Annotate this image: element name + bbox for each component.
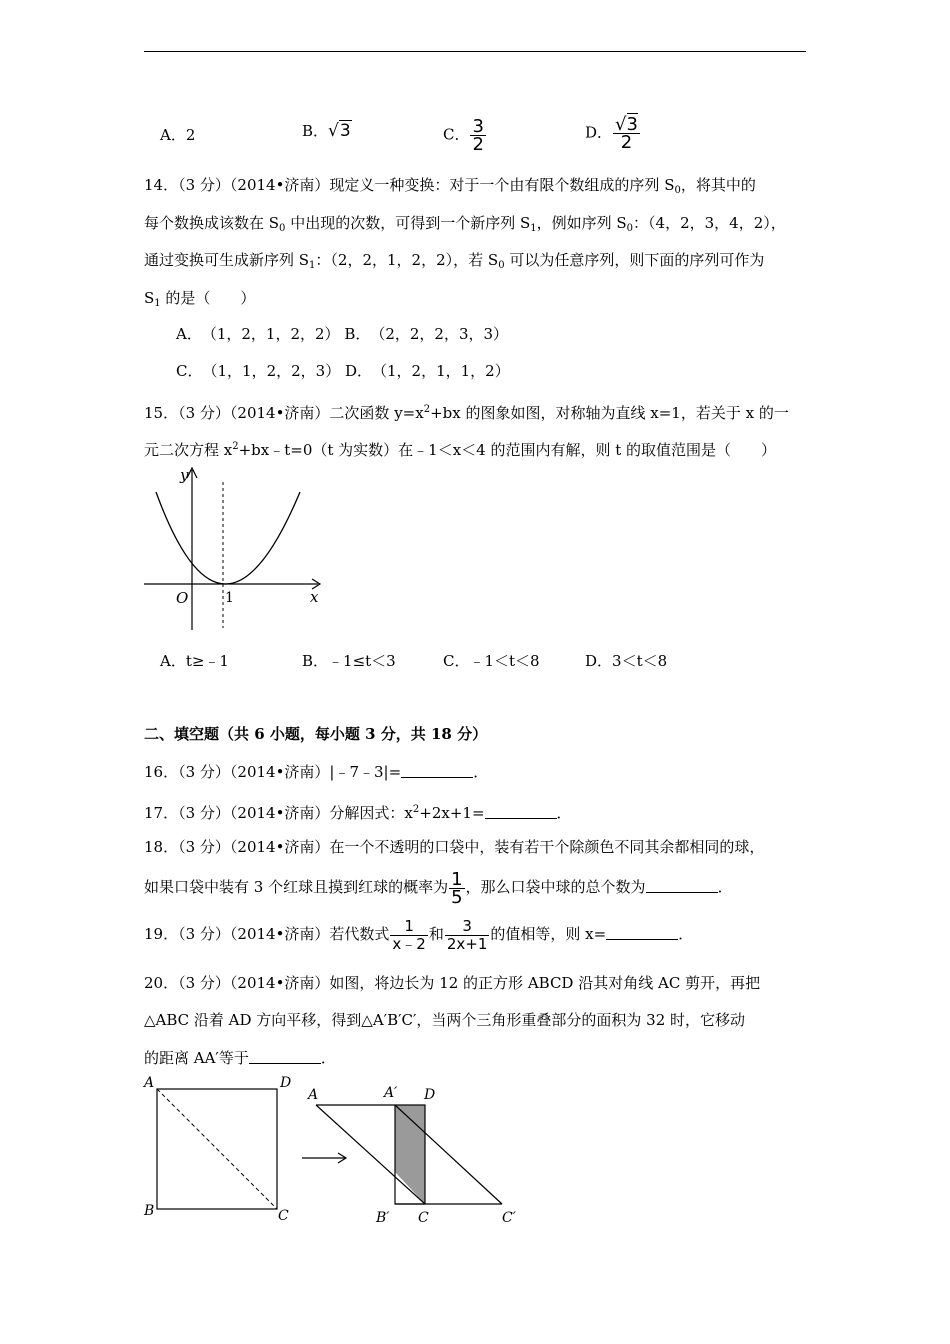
- q20-line-1: 20．（3 分）（2014•济南）如图，将边长为 12 的正方形 ABCD 沿其对角线 AC 剪开，再把: [144, 974, 761, 992]
- q16: 16．（3 分）（2014•济南）|﹣7﹣3|= ．: [144, 763, 489, 781]
- q14-line-2: 每个数换成该数在 $S_0$ 中出现的次数，可得到一个新序列 $S_1$，例如序列 $S_0$：（4，2，3，4，2），: [144, 214, 786, 234]
- overlap-region: [395, 1105, 425, 1204]
- square-translation-figure: [140, 1072, 530, 1228]
- q15-option-b: B．﹣1≤t＜3: [302, 652, 396, 670]
- label-c: C: [278, 1208, 289, 1224]
- diagonal-ac: [157, 1089, 277, 1209]
- label-a-2: A: [308, 1087, 319, 1103]
- x-label: x: [310, 588, 319, 606]
- q15-option-c: C．﹣1＜t＜8: [443, 652, 540, 670]
- q13-option-d: D． $\frac{√3}{2}$: [585, 114, 638, 153]
- q20-line-2: △ABC 沿着 AD 方向平移，得到△A′B′C′，当两个三角形重叠部分的面积为 32 时，它移动: [144, 1011, 746, 1029]
- q14-options-cd: C． （1，1，2，2，3） D． （1，2，1，1，2）: [176, 362, 510, 380]
- q17: 17．（3 分）（2014•济南）分解因式：$x^2+2x+1=$ ．: [144, 804, 572, 822]
- q13-option-c: C． $\frac{3}{2}$: [443, 116, 484, 155]
- q14-options-ab: A． （1，2，1，2，2） B． （2，2，2，3，3）: [176, 325, 509, 343]
- header-rule: [144, 51, 806, 52]
- label-a: A: [144, 1075, 155, 1091]
- label-b-prime: B′: [376, 1210, 390, 1226]
- answer-blank: [646, 880, 718, 893]
- label-a-prime: A′: [384, 1085, 398, 1101]
- label-c-2: C: [418, 1210, 429, 1226]
- label-b: B: [144, 1203, 155, 1219]
- tick-1-label: 1: [225, 590, 234, 606]
- section-2-heading: 二、填空题（共 6 小题，每小题 3 分，共 18 分）: [144, 725, 488, 743]
- q15-line-2: 元二次方程 $x^2+bx﹣t=0(t$ 为实数）在﹣1＜x＜4 的范围内有解，则 t 的取值范围是（ ）: [144, 441, 777, 459]
- q15-option-a: A．t≥﹣1: [160, 652, 229, 670]
- q13-option-a: A．2: [160, 126, 196, 144]
- origin-label: O: [176, 589, 189, 607]
- q18-line-1: 18．（3 分）（2014•济南）在一个不透明的口袋中，装有若干个除颜色不同其余都相同的球，: [144, 838, 765, 856]
- answer-blank: [606, 927, 678, 940]
- q20-line-3: 的距离 AA′等于 ．: [144, 1049, 336, 1067]
- q15-line-1: 15．（3 分）（2014•济南）二次函数 $y=x^2+bx$ 的图象如图，对称轴为直线 x=1，若关于 x 的一: [144, 404, 789, 422]
- parabola-graph: [140, 460, 330, 638]
- answer-blank: [249, 1051, 321, 1064]
- label-c-prime: C′: [502, 1210, 516, 1226]
- q14-line-3: 通过变换可生成新序列 $S_1$：（2，2，1，2，2），若 $S_0$ 可以为任意序列，则下面的序列可作为: [144, 251, 765, 271]
- q15-option-d: D．3＜t＜8: [585, 652, 668, 670]
- q13-option-b: B．√3: [302, 121, 351, 141]
- answer-blank: [485, 806, 557, 819]
- y-label: y: [180, 466, 189, 484]
- q19: 19．（3 分）（2014•济南）若代数式 $\frac{1}{x﹣2}$ 和 $\frac{3}{2x+1}$ 的值相等，则 x= ．: [144, 916, 694, 953]
- q14-line-1: 14．（3 分）（2014•济南）现定义一种变换：对于一个由有限个数组成的序列 $S_0$，将其中的: [144, 176, 756, 196]
- q18-line-2: 如果口袋中装有 3 个红球且摸到红球的概率为 $\frac{1}{5}$ ，那么口袋中球的总个数为 ．: [144, 868, 733, 908]
- answer-blank: [401, 765, 473, 778]
- parabola-curve: [156, 492, 300, 584]
- label-d: D: [280, 1075, 292, 1091]
- q14-line-4: $S_1$ 的是（ ）: [144, 289, 256, 309]
- label-d-2: D: [424, 1087, 436, 1103]
